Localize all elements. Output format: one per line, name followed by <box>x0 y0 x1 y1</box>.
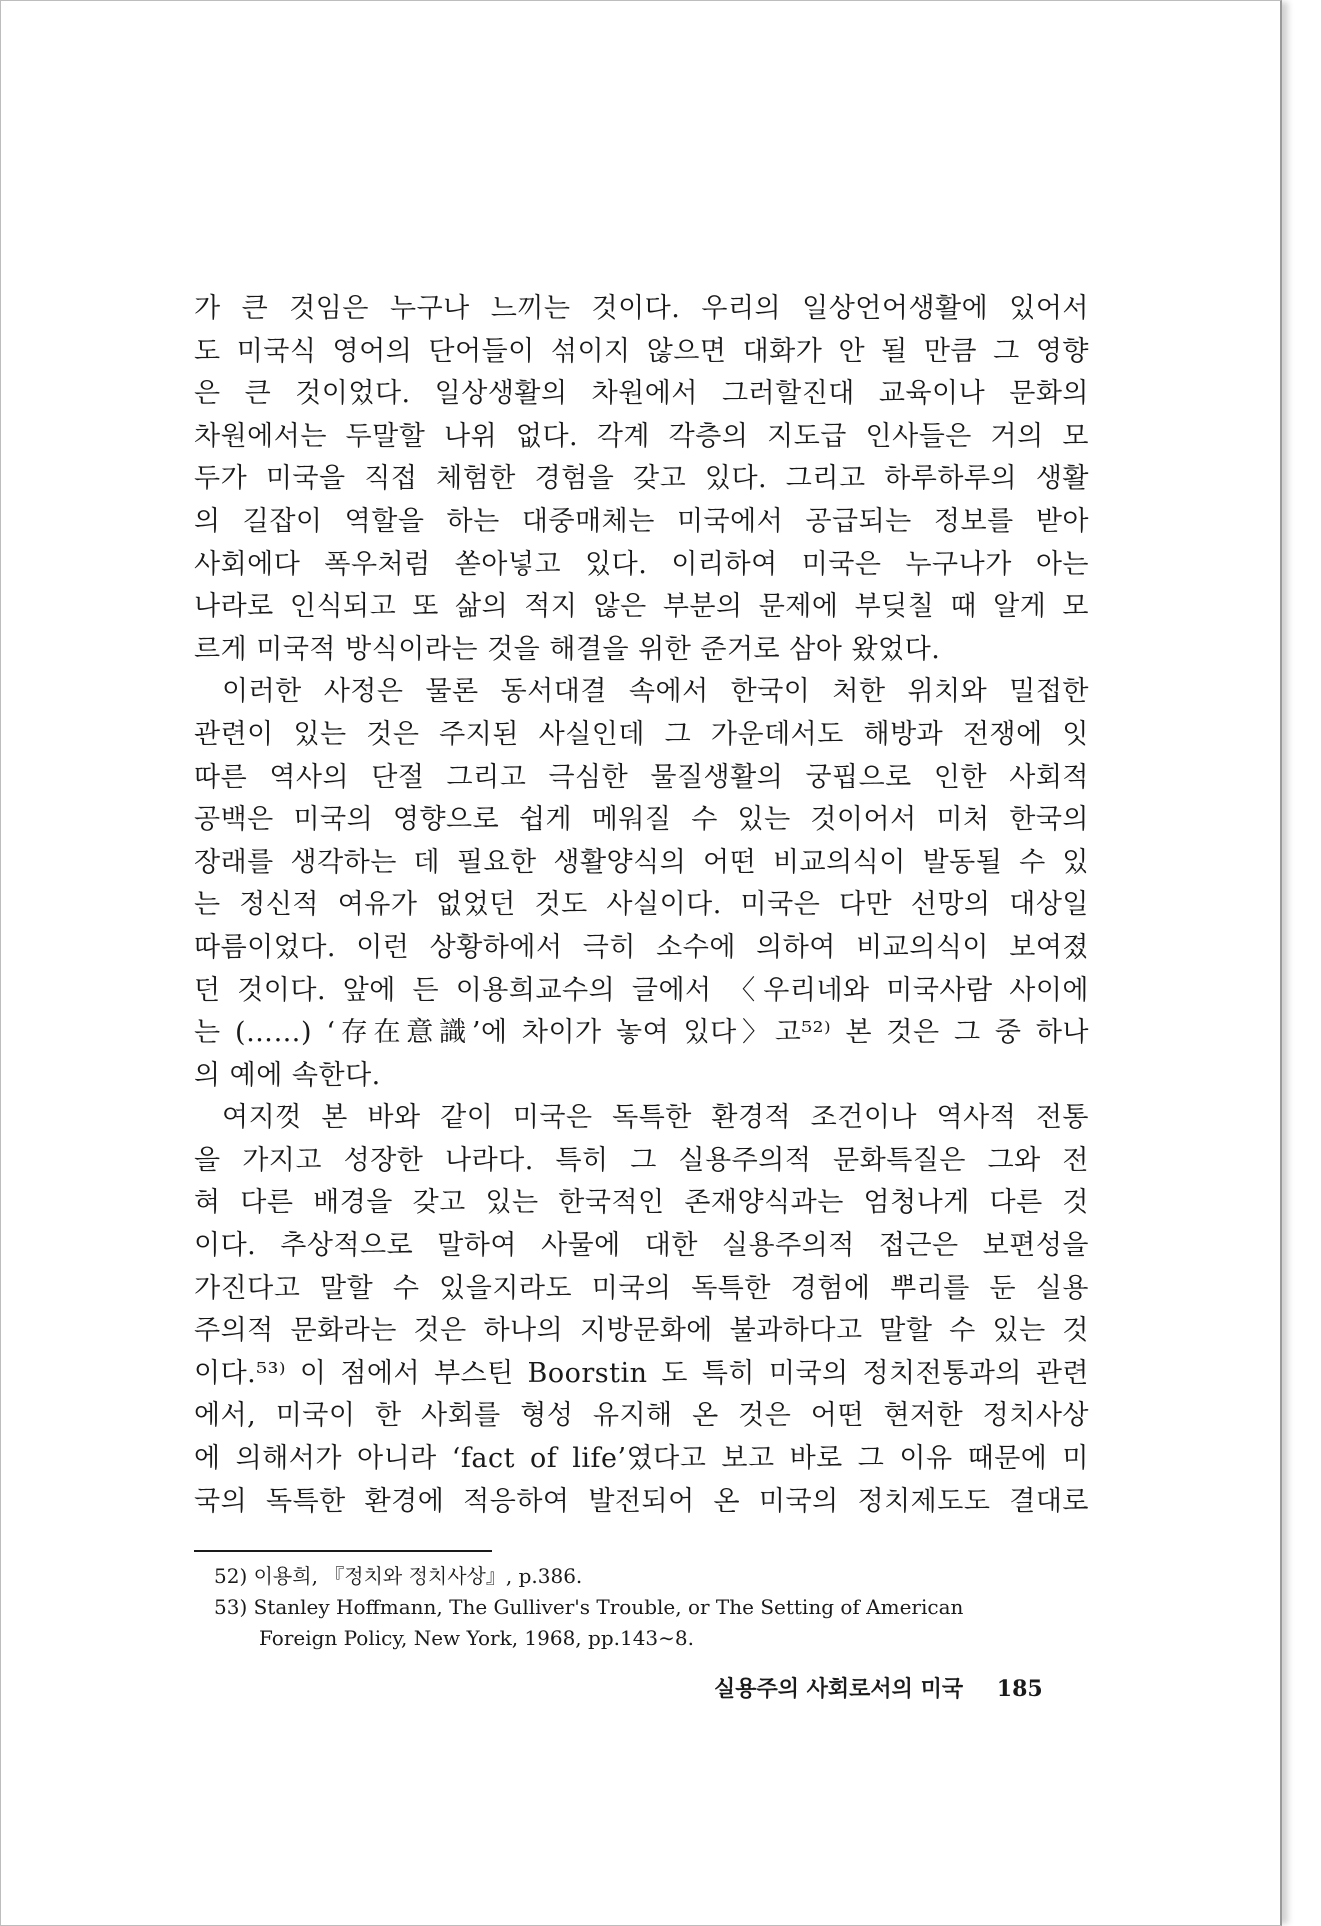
body-line: 이다. 추상적으로 말하여 사물에 대한 실용주의적 접근은 보편성을 <box>194 1230 1089 1262</box>
body-line: 가 큰 것임은 누구나 느끼는 것이다. 우리의 일상언어생활에 있어서 <box>194 293 1089 324</box>
body-line: 의 예에 속한다. <box>194 1059 381 1091</box>
footnotes <box>214 1561 1094 1654</box>
body-line: 에 의해서가 아니라 ‘fact of life’였다고 보고 바로 그 이유 때문에 미 <box>194 1443 1089 1475</box>
body-line: 이다.⁵³⁾ 이 점에서 부스틴 Boorstin 도 특히 미국의 정치전통과의 관련 <box>194 1357 1089 1389</box>
body-line: 주의적 문화라는 것은 하나의 지방문화에 불과하다고 말할 수 있는 것 <box>194 1315 1089 1347</box>
body-line: 사회에다 폭우처럼 쏟아넣고 있다. 이리하여 미국은 누구나가 아는 <box>194 548 1089 580</box>
body-line: 도 미국식 영어의 단어들이 섞이지 않으면 대화가 안 될 만큼 그 영향 <box>194 335 1089 367</box>
running-title: 실용주의 사회로서의 미국 <box>714 1676 964 1702</box>
footnote-divider <box>194 1550 492 1552</box>
body-line: 가진다고 말할 수 있을지라도 미국의 독특한 경험에 뿌리를 둔 실용 <box>194 1272 1089 1304</box>
body-line: 두가 미국을 직접 체험한 경험을 갖고 있다. 그리고 하루하루의 생활 <box>194 463 1089 495</box>
footnote-53: 53) Stanley Hoffmann, The Gulliver's Trouble, or The Setting of American <box>214 1595 964 1619</box>
body-line: 공백은 미국의 영향으로 쉽게 메워질 수 있는 것이어서 미처 한국의 <box>194 804 1089 836</box>
body-line: 는 (……) ‘存在意識’에 차이가 놓여 있다〉고⁵²⁾ 본 것은 그 중 하나 <box>194 1017 1089 1049</box>
body-line: 관련이 있는 것은 주지된 사실인데 그 가운데서도 해방과 전쟁에 잇 <box>194 718 1089 750</box>
body-line: 장래를 생각하는 데 필요한 생활양식의 어떤 비교의식이 발동될 수 있 <box>194 846 1089 878</box>
paragraph-start-line: 여지껏 본 바와 같이 미국은 독특한 환경적 조건이나 역사적 전통 <box>222 1102 1089 1134</box>
body-line: 국의 독특한 환경에 적응하여 발전되어 온 미국의 정치제도도 결대로 <box>194 1485 1089 1517</box>
body-line: 에서, 미국이 한 사회를 형성 유지해 온 것은 어떤 현저한 정치사상 <box>194 1400 1089 1432</box>
paragraph-start-line: 이러한 사정은 물론 동서대결 속에서 한국이 처한 위치와 밀접한 <box>222 676 1089 708</box>
page-number: 185 <box>996 1676 1043 1702</box>
body-line: 던 것이다. 앞에 든 이용희교수의 글에서 〈우리네와 미국사람 사이에 <box>194 974 1089 1006</box>
running-footer <box>714 1672 1043 1703</box>
footnote-53-continuation: Foreign Policy, New York, 1968, pp.143∼8. <box>259 1626 694 1650</box>
body-line: 따름이었다. 이런 상황하에서 극히 소수에 의하여 비교의식이 보여졌 <box>194 931 1089 963</box>
body-line: 의 길잡이 역할을 하는 대중매체는 미국에서 공급되는 정보를 받아 <box>194 505 1089 537</box>
body-line: 차원에서는 두말할 나위 없다. 각계 각층의 지도급 인사들은 거의 모 <box>194 420 1089 452</box>
body-line: 은 큰 것이었다. 일상생활의 차원에서 그러할진대 교육이나 문화의 <box>194 378 1089 410</box>
body-line: 르게 미국적 방식이라는 것을 해결을 위한 준거로 삼아 왔었다. <box>194 633 941 665</box>
body-line: 나라로 인식되고 또 삶의 적지 않은 부분의 문제에 부딪칠 때 알게 모 <box>194 591 1089 623</box>
body-line: 을 가지고 성장한 나라다. 특히 그 실용주의적 문화특질은 그와 전 <box>194 1144 1089 1176</box>
body-text <box>194 288 1089 1523</box>
body-line: 는 정신적 여유가 없었던 것도 사실이다. 미국은 다만 선망의 대상일 <box>194 889 1089 921</box>
footnote-52: 52) 이용희, 『정치와 정치사상』, p.386. <box>214 1564 583 1588</box>
body-line: 따른 역사의 단절 그리고 극심한 물질생활의 궁핍으로 인한 사회적 <box>194 761 1089 793</box>
body-line: 혀 다른 배경을 갖고 있는 한국적인 존재양식과는 엄청나게 다른 것 <box>194 1187 1089 1219</box>
